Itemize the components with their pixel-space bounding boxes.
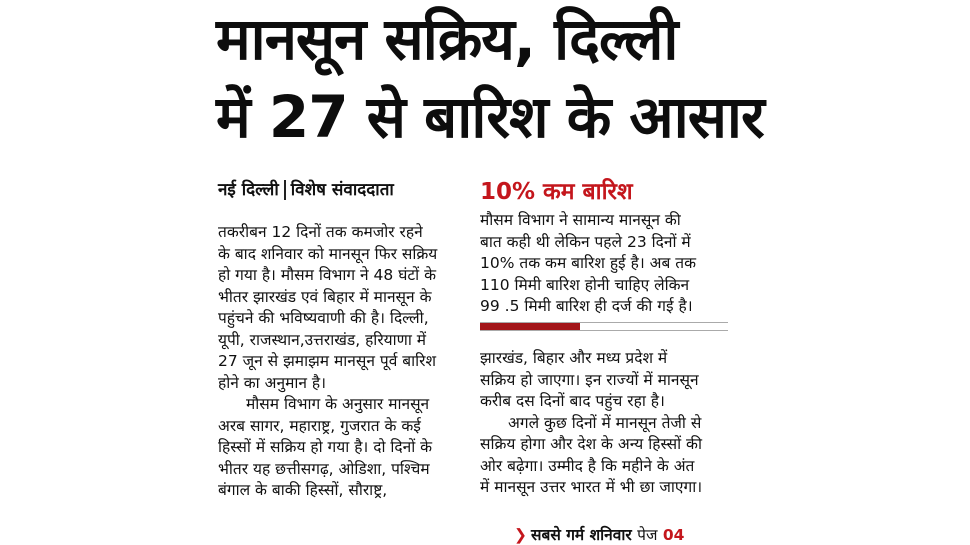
article-line: हिस्सों में सक्रिय हो गया है। दो दिनों के — [218, 438, 433, 456]
reference-title: सबसे गर्म शनिवार — [531, 526, 632, 544]
article-left-column — [218, 222, 456, 502]
byline-divider — [284, 180, 286, 200]
article-line: तकरीबन 12 दिनों तक कमजोर रहने — [218, 223, 423, 241]
article-line: झारखंड, बिहार और मध्य प्रदेश में — [480, 349, 668, 367]
article-line: अगले कुछ दिनों में मानसून तेजी से — [508, 413, 702, 432]
sidebar-line: 10% तक कम बारिश हुई है। अब तक — [480, 254, 696, 272]
article-line: बंगाल के बाकी हिस्सों, सौराष्ट्र, — [218, 481, 388, 499]
page-number: 04 — [662, 526, 685, 544]
article-line: करीब दस दिनों बाद पहुंच रहा है। — [480, 392, 665, 410]
sidebar-line: बात कही थी लेकिन पहले 23 दिनों में — [480, 232, 691, 251]
sidebar-divider-accent — [480, 323, 580, 330]
article-line: भीतर यह छत्तीसगढ़, ओडिशा, पश्चिम — [218, 459, 430, 478]
headline-line-2: में 27 से बारिश के आसार — [216, 83, 764, 151]
byline-author: विशेष संवाददाता — [290, 180, 394, 200]
article-line: अरब सागर, महाराष्ट्र, गुजरात के कई — [218, 416, 421, 435]
article-line: ओर बढ़ेगा। उम्मीद है कि महीने के अंत — [480, 456, 695, 475]
sidebar-box — [480, 210, 728, 318]
article-right-column — [480, 348, 728, 499]
headline-line-1: मानसून सक्रिय, दिल्ली — [216, 5, 678, 73]
sidebar-line: 99 .5 मिमी बारिश ही दर्ज की गई है। — [480, 297, 693, 315]
article-line: भीतर झारखंड एवं बिहार में मानसून के — [218, 287, 432, 306]
page-label: पेज — [637, 526, 658, 544]
sidebar-divider — [480, 322, 728, 331]
sidebar-line: मौसम विभाग ने सामान्य मानसून की — [480, 211, 681, 229]
article-line: पहुंचने की भविष्यवाणी की है। दिल्ली, — [218, 309, 429, 327]
chevron-right-icon: ❯ — [514, 526, 527, 544]
article-line: होने का अनुमान है। — [218, 373, 326, 392]
sidebar-title: 10% कम बारिश — [480, 179, 633, 205]
article-line: यूपी, राजस्थान,उत्तराखंड, हरियाणा में — [218, 330, 427, 349]
continued-reference[interactable] — [514, 523, 684, 545]
article-line: हो गया है। मौसम विभाग ने 48 घंटों के — [218, 266, 437, 284]
article-line: सक्रिय हो जाएगा। इन राज्यों में मानसून — [480, 370, 699, 389]
article-line: मौसम विभाग के अनुसार मानसून — [246, 395, 430, 413]
article-line: में मानसून उत्तर भारत में भी छा जाएगा। — [480, 478, 703, 496]
article-line: सक्रिय होगा और देश के अन्य हिस्सों की — [480, 435, 702, 453]
article-line: 27 जून से झमाझम मानसून पूर्व बारिश — [218, 352, 437, 370]
article-line: के बाद शनिवार को मानसून फिर सक्रिय — [218, 244, 438, 263]
sidebar-line: 110 मिमी बारिश होनी चाहिए लेकिन — [480, 275, 690, 294]
byline-location: नई दिल्ली — [218, 180, 279, 200]
byline — [218, 177, 394, 200]
